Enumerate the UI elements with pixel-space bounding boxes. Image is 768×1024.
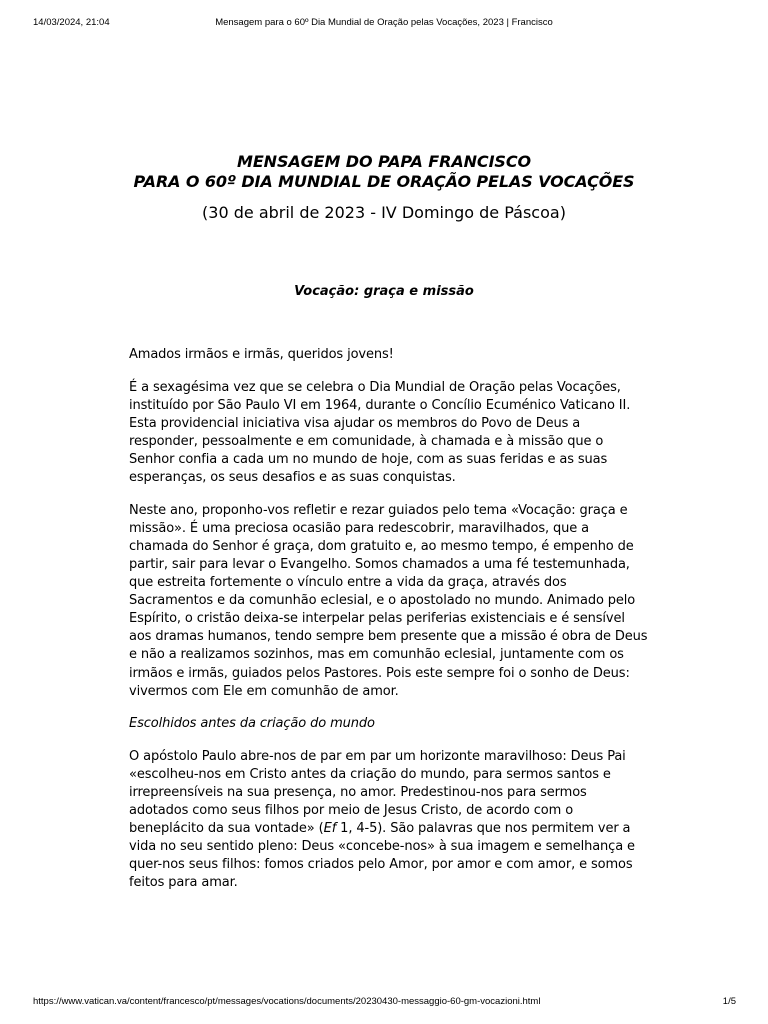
date-line: (30 de abril de 2023 - IV Domingo de Páscoa) (202, 203, 566, 222)
paragraph-2: Neste ano, proponho-vos refletir e rezar guiados pelo tema «Vocação: graça e missão». É uma preciosa ocasião para redescobrir, maravilhados, que a chamada do Senhor é graça, dom gratuito e, ao mesmo tempo, é empenho de partir, sair para levar o Evangelho. Somos chamados a uma fé testemunhada, que estreita fortemente o vínculo entre a vida da graça, através dos Sacramentos e da comunhão eclesial, e o apostolado no mundo. Animado pelo Espírito, o cristão deixa-se interpelar pelas periferias existenciais e é sensível aos dramas humanos, tendo sempre bem presente que a missão é obra de Deus e não a realizamos sozinhos, mas em comunhão eclesial, juntamente com os irmãos e irmãs, guiados pelos Pastores. Pois este sempre foi o sonho de Deus: vivermos com Ele em comunhão de amor. (129, 502, 648, 699)
print-datetime: 14/03/2024, 21:04 (33, 17, 110, 28)
section-heading: Escolhidos antes da criação do mundo (129, 716, 375, 732)
paragraph-3-part-1: O apóstolo Paulo abre-nos de par em par um horizonte maravilhoso: Deus Pai «escolheu-nos em Cristo antes da criação do mundo, para sermos santos e irrepreensíveis na sua presença, no amor. Predestinou-nos para sermos adotados como seus filhos por meio de Jesus Cristo, de acordo com o beneplácito da sua vontade» ( (129, 748, 626, 837)
greeting: Amados irmãos e irmãs, queridos jovens! (129, 347, 394, 362)
print-url: https://www.vatican.va/content/francesco/pt/messages/vocations/documents/20230430-messaggio-60-gm-vocazioni.html (33, 996, 541, 1007)
title-line-1: MENSAGEM DO PAPA FRANCISCO (237, 152, 531, 171)
page-number: 1/5 (722, 996, 736, 1007)
print-header (0, 17, 768, 31)
title-line-2: PARA O 60º DIA MUNDIAL DE ORAÇÃO PELAS VOCAÇÕES (133, 172, 635, 191)
print-page-title: Mensagem para o 60º Dia Mundial de Oração pelas Vocações, 2023 | Francisco (215, 17, 553, 28)
paragraph-1: É a sexagésima vez que se celebra o Dia Mundial de Oração pelas Vocações, instituído por São Paulo VI em 1964, durante o Concílio Ecuménico Vaticano II. Esta providencial iniciativa visa ajudar os membros do Povo de Deus a responder, pessoalmente e em comunidade, à chamada e à missão que o Senhor confia a cada um no mundo de hoje, com as suas feridas e as suas esperanças, os seus desafios e as suas conquistas. (129, 379, 631, 486)
document-subtitle: Vocação: graça e missão (294, 284, 474, 299)
paragraph-3-part-2: 1, 4-5). São palavras que nos permitem ver a vida no seu sentido pleno: Deus «concebe-nos» à sua imagem e semelhança e quer-nos seus filhos: fomos criados pelo Amor, por amor e com amor, e somos feitos para amar. (129, 821, 635, 891)
body-text (129, 346, 649, 907)
scripture-reference: Ef (323, 821, 337, 837)
title-block (0, 152, 768, 223)
print-footer (0, 996, 768, 1010)
paragraph-3 (129, 748, 649, 893)
